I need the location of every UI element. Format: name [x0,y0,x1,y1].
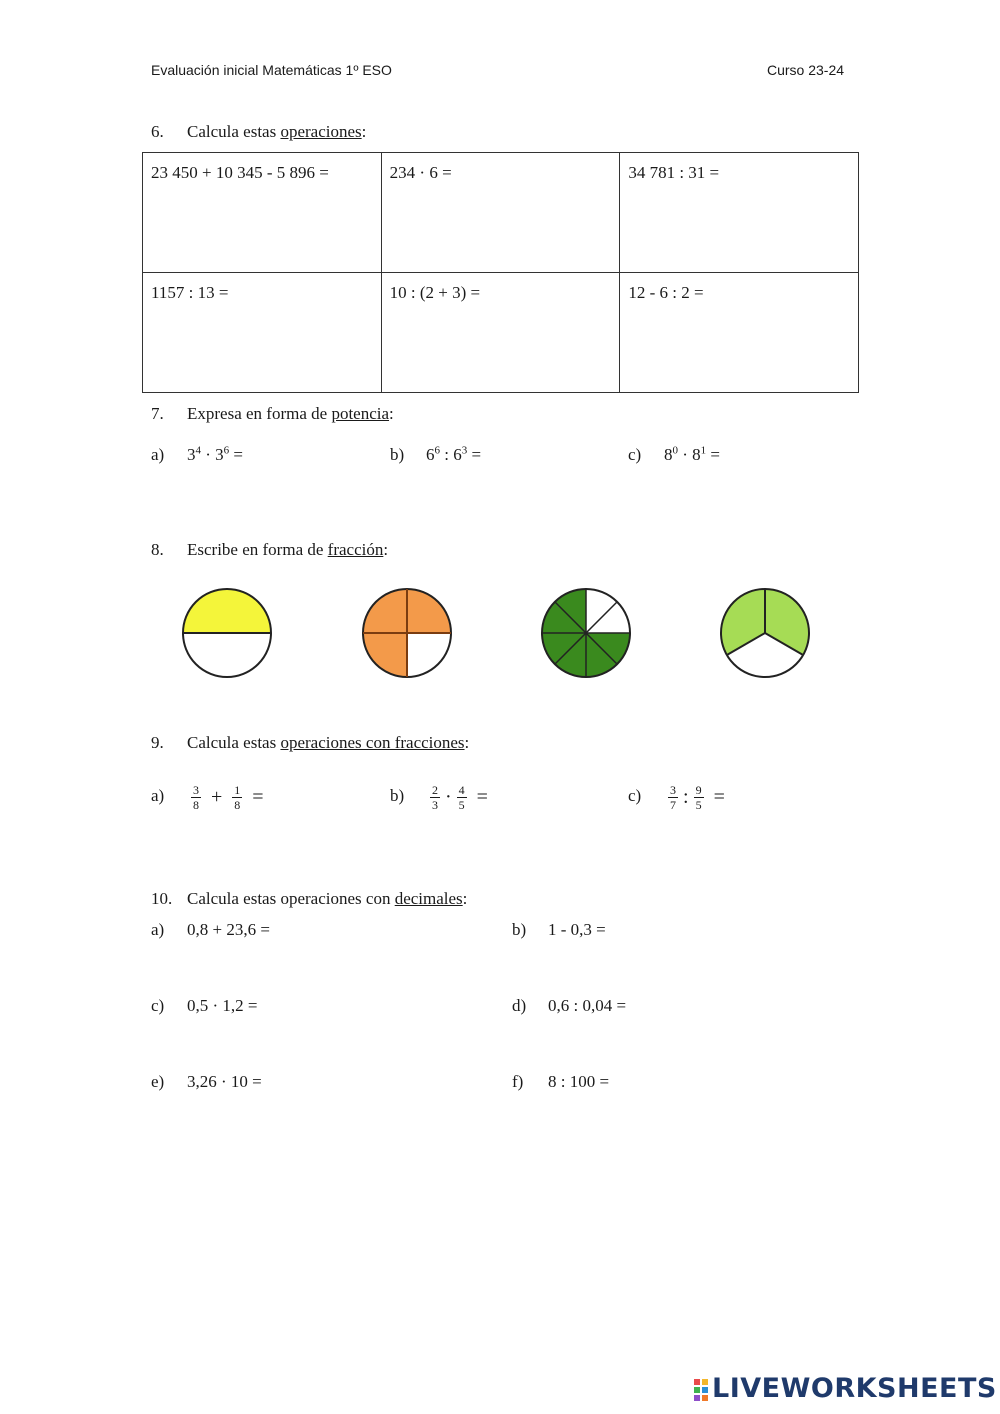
numerator: 1 [234,783,241,797]
table-cell[interactable]: 34 781 : 31 = [620,153,859,273]
q10-text: Calcula estas operaciones con [187,889,395,908]
q9-number: 9. [151,733,164,752]
q8-link[interactable]: fracción [327,540,384,559]
expression: 0,5 · 1,2 = [187,996,258,1015]
logo-icon [693,1378,709,1402]
numerator: 3 [193,783,199,797]
expression: 0,8 + 23,6 = [187,920,270,939]
equals: = [713,786,725,808]
item-label: a) [151,445,165,464]
fraction-item-c[interactable] [628,783,731,812]
expression: 0,6 : 0,04 = [548,996,627,1015]
fraction [191,783,201,812]
fraction [668,783,678,812]
q10-heading [151,889,467,909]
exponent: 6 [223,444,230,457]
exponent: 3 [461,444,468,457]
fraction-item-a[interactable] [151,783,270,812]
operator: + [211,786,223,808]
numerator: 4 [458,783,465,797]
item-label: e) [151,1072,165,1091]
q10-link[interactable]: decimales [394,889,463,908]
operator: · [678,445,693,464]
numerator: 2 [432,783,438,797]
operator: · [445,786,452,808]
q9-colon: : [464,733,470,752]
equals: = [252,786,264,808]
expression: 8 : 100 = [548,1072,610,1091]
q6-colon: : [361,122,367,141]
table-row [143,153,859,273]
expression: 1 - 0,3 = [548,920,606,939]
exponent: 1 [700,444,707,457]
item-label: a) [151,920,165,939]
power-item-b[interactable] [390,445,481,465]
denominator: 3 [432,798,438,812]
table-cell[interactable]: 1157 : 13 = [143,273,382,393]
q7-link[interactable]: potencia [331,404,390,423]
base: 3 [187,445,196,464]
decimal-item-a[interactable] [151,920,270,940]
denominator: 7 [670,798,676,812]
table-cell[interactable]: 23 450 + 10 345 - 5 896 = [143,153,382,273]
q9-text: Calcula estas [187,733,281,752]
decimal-item-f[interactable] [512,1072,609,1092]
q10-number: 10. [151,889,173,908]
fraction-circle-halves[interactable] [183,589,271,677]
q7-text: Expresa en forma de [187,404,332,423]
shaded-sector [183,589,271,633]
table-cell[interactable]: 10 : (2 + 3) = [381,273,620,393]
course-label: Curso 23-24 [767,62,845,78]
equals: = [229,445,244,464]
item-label: c) [151,996,165,1015]
table-cell[interactable]: 234 · 6 = [381,153,620,273]
decimal-item-b[interactable] [512,920,606,940]
item-label: b) [390,786,405,806]
exponent: 6 [434,444,440,457]
q9-heading [151,733,469,753]
exponent: 0 [672,444,678,457]
q7-number: 7. [151,404,164,423]
table-row [143,273,859,393]
document-title: Evaluación inicial Matemáticas 1º ESO [151,62,392,78]
denominator: 8 [234,798,241,812]
decimal-item-e[interactable] [151,1072,262,1092]
numerator: 3 [670,783,676,797]
fraction-circle-quarters[interactable] [363,589,451,677]
logo-text: LIVEWORKSHEETS [712,1373,997,1404]
q6-link[interactable]: operaciones [280,122,362,141]
fraction [430,783,440,812]
q8-heading [151,540,388,560]
base: 6 [426,445,435,464]
fraction [457,783,467,812]
item-label: d) [512,996,527,1015]
denominator: 8 [193,798,199,812]
q8-colon: : [383,540,389,559]
fraction-circle-thirds[interactable] [721,589,809,677]
liveworksheets-logo[interactable] [693,1373,997,1404]
fraction-circle-eighths[interactable] [542,589,630,677]
base: 6 [453,445,462,464]
fraction [694,783,704,812]
q9-link[interactable]: operaciones con fracciones [280,733,465,752]
base: 3 [215,445,224,464]
base: 8 [692,445,701,464]
item-label: b) [390,445,405,464]
exponent: 4 [195,444,201,457]
operations-table [142,152,859,393]
q6-text: Calcula estas [187,122,281,141]
q7-heading [151,404,394,424]
equals: = [476,786,488,808]
fraction [232,783,242,812]
fraction-item-b[interactable] [390,783,494,812]
item-label: c) [628,445,642,464]
item-label: f) [512,1072,524,1091]
denominator: 5 [695,798,702,812]
decimal-item-c[interactable] [151,996,258,1016]
item-label: b) [512,920,527,939]
operator: : [440,445,454,464]
power-item-a[interactable] [151,445,243,465]
q7-colon: : [389,404,394,423]
table-cell[interactable]: 12 - 6 : 2 = [620,273,859,393]
equals: = [706,445,721,464]
q8-text: Escribe en forma de [187,540,328,559]
power-item-c[interactable] [628,445,720,465]
equals: = [467,445,482,464]
operator: · [201,445,216,464]
item-label: a) [151,786,165,806]
expression: 3,26 · 10 = [187,1072,262,1091]
q6-heading [151,122,366,142]
q10-colon: : [462,889,468,908]
numerator: 9 [695,783,702,797]
base: 8 [664,445,673,464]
q6-number: 6. [151,122,164,141]
q8-number: 8. [151,540,164,559]
decimal-item-d[interactable] [512,996,626,1016]
operator: : [683,786,689,808]
fraction-circles [178,584,818,684]
denominator: 5 [458,798,465,812]
item-label: c) [628,786,642,806]
